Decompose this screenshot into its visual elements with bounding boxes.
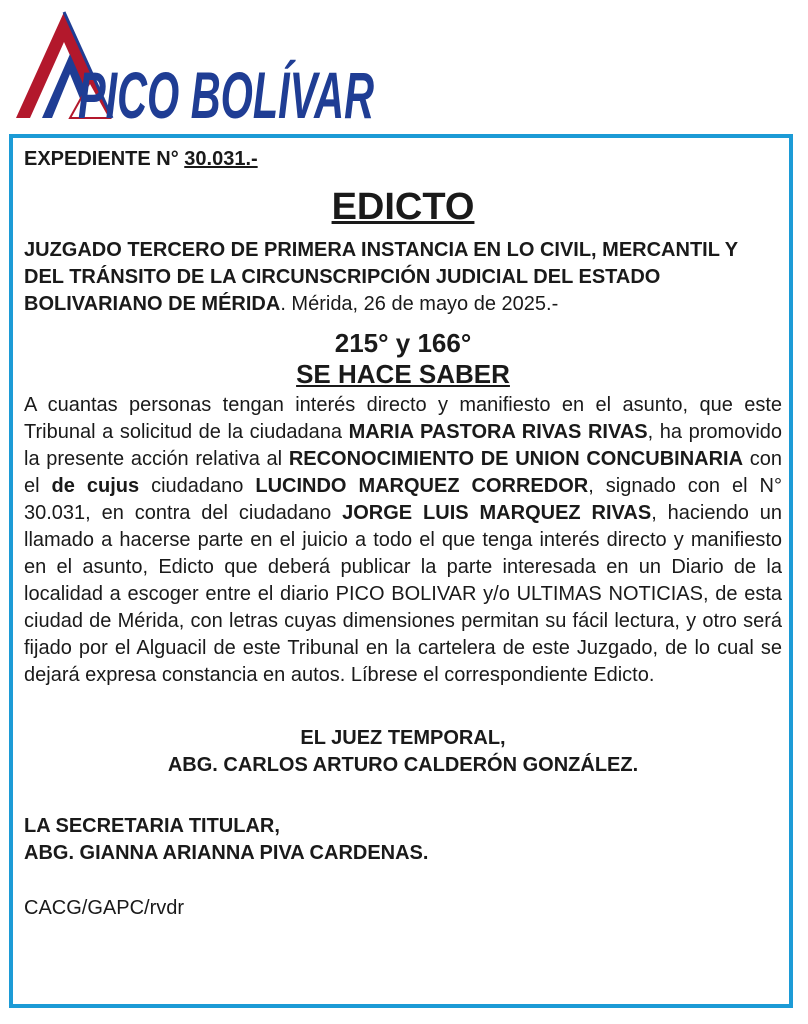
body-text: , ha promovido la presente acción relativa al — [24, 421, 783, 470]
body-text: con el — [24, 448, 782, 497]
masthead-logo — [12, 6, 384, 132]
page-title: EDICTO — [331, 186, 475, 228]
action-type: RECONOCIMIENTO DE UNION CONCUBINARIA — [288, 448, 744, 470]
secretary-title: LA SECRETARIA TITULAR, — [24, 815, 280, 837]
judge-name: ABG. CARLOS ARTURO CALDERÓN GONZÁLEZ. — [167, 754, 639, 776]
body-text: ciudadano — [139, 475, 256, 497]
reference-initials: CACG/GAPC/rvdr — [24, 897, 185, 919]
secretary-name: ABG. GIANNA ARIANNA PIVA CARDENAS. — [24, 842, 429, 864]
edict-body — [24, 392, 782, 689]
body-text: , haciendo un llamado a hacerse parte en el juicio a todo el que tenga interés directo y manifiesto en el asunto, Edicto que deberá publicar la parte interesada en un Diario de la localidad a escoger entre el diario PICO BOLIVAR y/o ULTIMAS NOTICIAS, de esta ciudad de Mérida, con letras cuyas dimensiones permitan su fácil lectura, y otro será fijado por el Alguacil de este Tribunal en la cartelera de este Juzgado, de lo cual se dejará expresa constancia en autos. Líbrese el correspondiente Edicto. — [24, 502, 782, 686]
court-heading — [24, 237, 782, 318]
defendant-name: JORGE LUIS MARQUEZ RIVAS — [342, 502, 652, 524]
years-line: 215° y 166° — [334, 328, 472, 358]
de-cujus-term: de cujus — [51, 475, 140, 497]
deceased-name: LUCINDO MARQUEZ CORREDOR — [255, 475, 589, 497]
case-number-label: EXPEDIENTE N° — [24, 148, 179, 170]
judge-title: EL JUEZ TEMPORAL, — [300, 727, 506, 749]
pico-bolivar-logo — [12, 6, 384, 132]
applicant-name: MARIA PASTORA RIVAS RIVAS — [348, 421, 648, 443]
case-number — [24, 146, 782, 173]
body-text: A cuantas personas tengan interés directo y manifiesto en el asunto, que este Tribunal a solicitud de la ciudadana — [24, 394, 782, 443]
court-name: JUZGADO TERCERO DE PRIMERA INSTANCIA EN LO CIVIL, MERCANTIL Y DEL TRÁNSITO DE LA CIRCUNSCRIPCIÓN JUDICIAL DEL ESTADO BOLIVARIANO DE MÉRIDA — [24, 239, 738, 315]
edict-content — [24, 146, 782, 922]
body-text: , signado con el N° 30.031, en contra del ciudadano — [24, 475, 782, 524]
judge-signature-block — [24, 725, 782, 779]
section-heading: SE HACE SABER — [296, 359, 510, 389]
logo-wordmark: PICO BOLÍVAR — [78, 58, 375, 132]
case-number-value: 30.031.- — [184, 148, 258, 170]
secretary-signature-block — [24, 813, 782, 867]
court-date: . Mérida, 26 de mayo de 2025.- — [280, 293, 559, 315]
